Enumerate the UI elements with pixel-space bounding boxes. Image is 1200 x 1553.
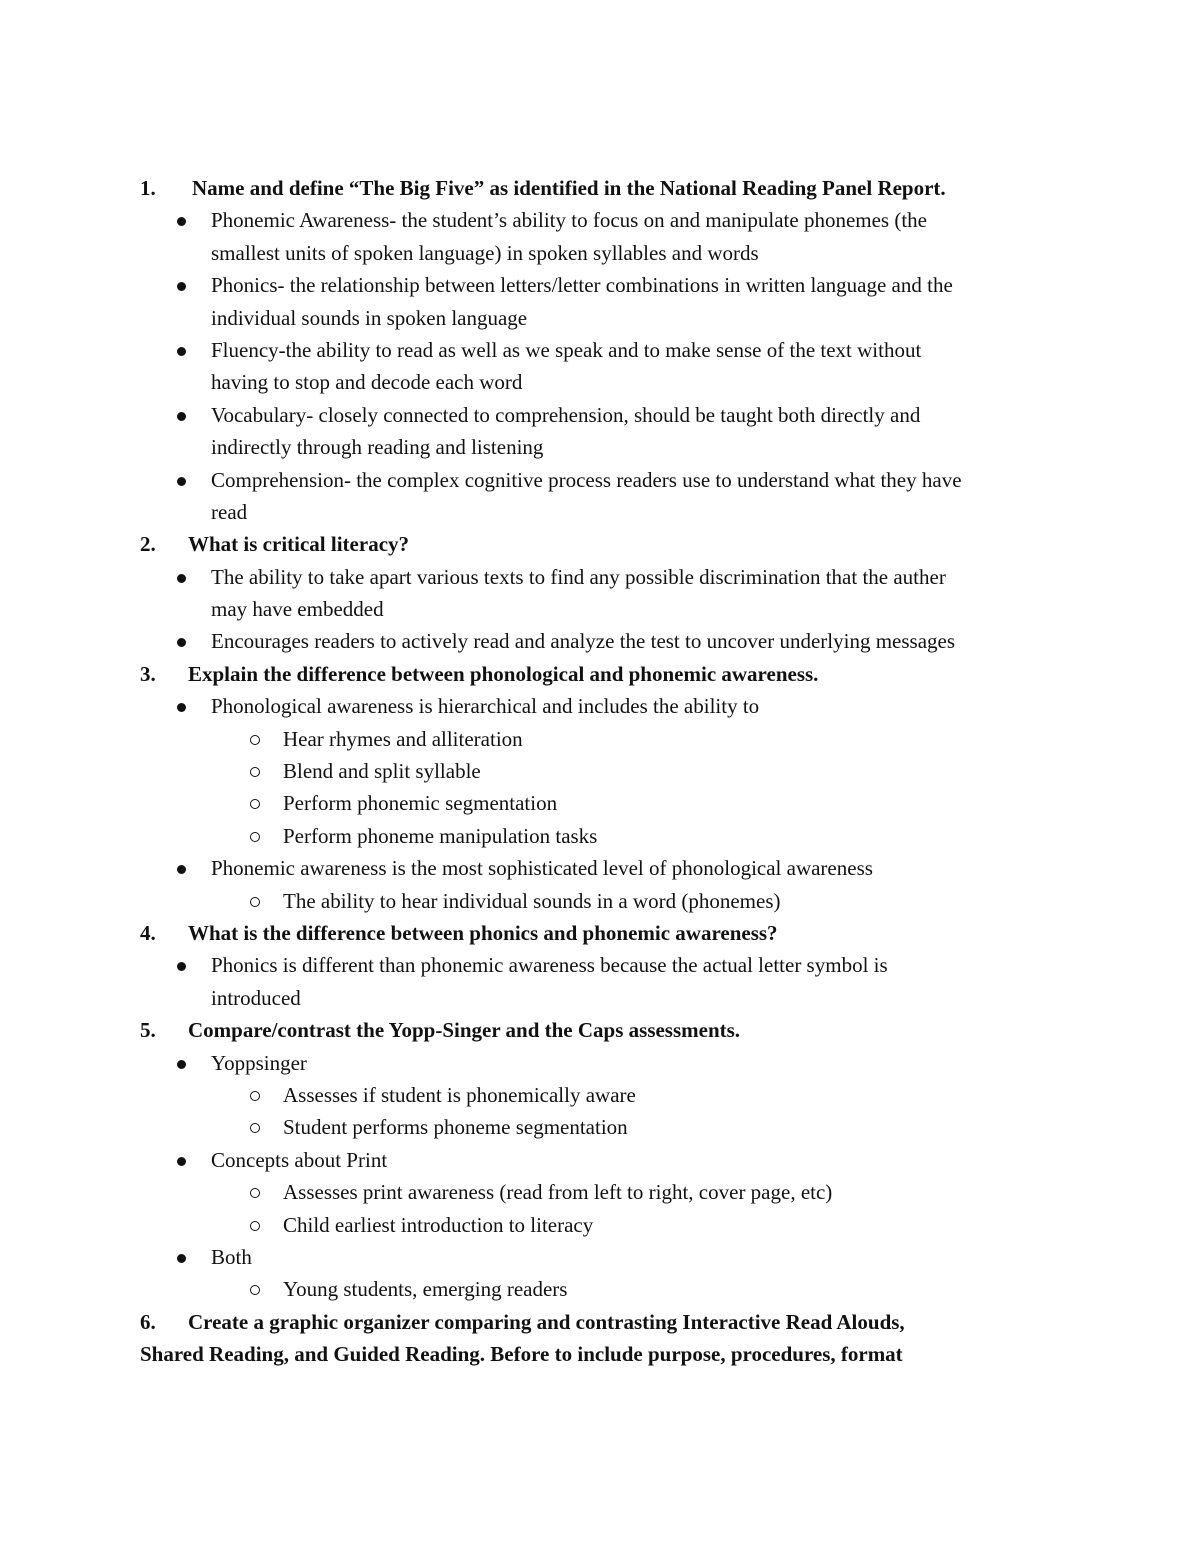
bullet-dot-icon [177,282,186,291]
sub-bullet-text: Assesses if student is phonemically aware [283,1082,636,1107]
question-text: What is critical literacy? [188,532,410,557]
bullet-item [0,204,1200,236]
bullet-item [0,625,1200,657]
bullet-item [0,399,1200,431]
sub-bullet-item [0,723,1200,755]
sub-bullet-text: Perform phoneme manipulation tasks [283,823,598,848]
bullet-text: Vocabulary- closely connected to comprehension, should be taught both directly and [211,402,921,427]
sub-bullet-item [0,1111,1200,1143]
question-number: 3. [140,661,156,686]
question-heading [0,528,1200,560]
sub-bullet-text: Perform phonemic segmentation [283,791,558,816]
bullet-text: Fluency-the ability to read as well as we speak and to make sense of the text without [211,337,922,362]
sub-bullet-item [0,787,1200,819]
bullet-dot-icon [177,1060,186,1069]
question-heading [0,917,1200,949]
hollow-circle-icon [250,1091,260,1101]
bullet-dot-icon [177,1254,186,1263]
bullet-text: Phonics is different than phonemic awareness because the actual letter symbol is [211,953,888,978]
sub-bullet-item [0,1176,1200,1208]
bullet-text: Comprehension- the complex cognitive process readers use to understand what they have [211,467,962,492]
bullet-item [0,852,1200,884]
bullet-item-continued [0,302,1200,334]
bullet-text: Phonemic awareness is the most sophisticated level of phonological awareness [211,856,873,881]
question-text: Compare/contrast the Yopp-Singer and the Caps assessments. [188,1018,741,1043]
bullet-item [0,561,1200,593]
sub-bullet-text: Student performs phoneme segmentation [283,1115,628,1140]
bullet-item-continued [0,496,1200,528]
question-text: What is the difference between phonics and phonemic awareness? [188,920,778,945]
bullet-item [0,1241,1200,1273]
sub-bullet-text: Young students, emerging readers [283,1277,568,1302]
bullet-item-continued [0,366,1200,398]
question-number: 2. [140,532,156,557]
sub-bullet-item [0,1273,1200,1305]
question-heading [0,1014,1200,1046]
bullet-item-continued [0,431,1200,463]
question-text: Name and define “The Big Five” as identified in the National Reading Panel Report. [192,176,946,200]
hollow-circle-icon [250,799,260,809]
bullet-dot-icon [177,347,186,356]
bullet-text: individual sounds in spoken language [211,305,528,330]
hollow-circle-icon [250,1285,260,1295]
bullet-text: having to stop and decode each word [211,370,523,395]
bullet-text: Phonological awareness is hierarchical and includes the ability to [211,694,760,719]
bullet-text: read [211,499,248,524]
sub-bullet-item [0,755,1200,787]
hollow-circle-icon [250,897,260,907]
bullet-dot-icon [177,638,186,647]
bullet-text: indirectly through reading and listening [211,435,544,460]
bullet-text: Encourages readers to actively read and analyze the test to uncover underlying messages [211,629,956,654]
bullet-dot-icon [177,1157,186,1166]
question-number: 4. [140,920,156,945]
bullet-item [0,464,1200,496]
bullet-item-continued [0,593,1200,625]
bullet-text: smallest units of spoken language) in spoken syllables and words [211,240,759,265]
sub-bullet-item [0,820,1200,852]
question-text: Create a graphic organizer comparing and contrasting Interactive Read Alouds, [188,1309,905,1334]
bullet-dot-icon [177,217,186,226]
hollow-circle-icon [250,1123,260,1133]
bullet-dot-icon [177,477,186,486]
hollow-circle-icon [250,832,260,842]
sub-bullet-text: The ability to hear individual sounds in a word (phonemes) [283,888,781,913]
sub-bullet-text: Child earliest introduction to literacy [283,1212,594,1237]
question-list [0,172,1200,1370]
sub-bullet-item [0,1079,1200,1111]
hollow-circle-icon [250,1221,260,1231]
bullet-dot-icon [177,865,186,874]
hollow-circle-icon [250,1188,260,1198]
bullet-text: Yoppsinger [211,1050,307,1075]
bullet-text: may have embedded [211,597,384,622]
bullet-dot-icon [177,412,186,421]
question-number: 5. [140,1018,156,1043]
sub-bullet-text: Assesses print awareness (read from left to right, cover page, etc) [283,1180,833,1205]
bullet-text: The ability to take apart various texts to find any possible discrimination that the auther [211,564,946,589]
bullet-item-continued [0,982,1200,1014]
bullet-text: Concepts about Print [211,1147,388,1172]
sub-bullet-item [0,1209,1200,1241]
sub-bullet-text: Hear rhymes and alliteration [283,726,523,751]
bullet-text: Both [211,1244,252,1269]
question-heading-continued [0,1338,1200,1370]
bullet-text: introduced [211,985,301,1010]
question-number: 1. [140,176,156,200]
sub-bullet-item [0,885,1200,917]
question-text: Explain the difference between phonological and phonemic awareness. [188,661,819,686]
bullet-item [0,1144,1200,1176]
bullet-item [0,334,1200,366]
question-heading [0,1306,1200,1338]
question-number: 6. [140,1309,156,1334]
question-text-continued: Shared Reading, and Guided Reading. Before to include purpose, procedures, format [140,1342,903,1367]
bullet-dot-icon [177,962,186,971]
question-heading [0,658,1200,690]
bullet-item [0,949,1200,981]
bullet-dot-icon [177,574,186,583]
hollow-circle-icon [250,767,260,777]
bullet-dot-icon [177,703,186,712]
bullet-item [0,1047,1200,1079]
bullet-item [0,690,1200,722]
bullet-item-continued [0,237,1200,269]
bullet-text: Phonics- the relationship between letters/letter combinations in written language and the [211,273,953,298]
bullet-item [0,269,1200,301]
sub-bullet-text: Blend and split syllable [283,759,481,784]
bullet-text: Phonemic Awareness- the student’s ability to focus on and manipulate phonemes (the [211,208,927,233]
hollow-circle-icon [250,735,260,745]
question-heading [0,172,1200,204]
